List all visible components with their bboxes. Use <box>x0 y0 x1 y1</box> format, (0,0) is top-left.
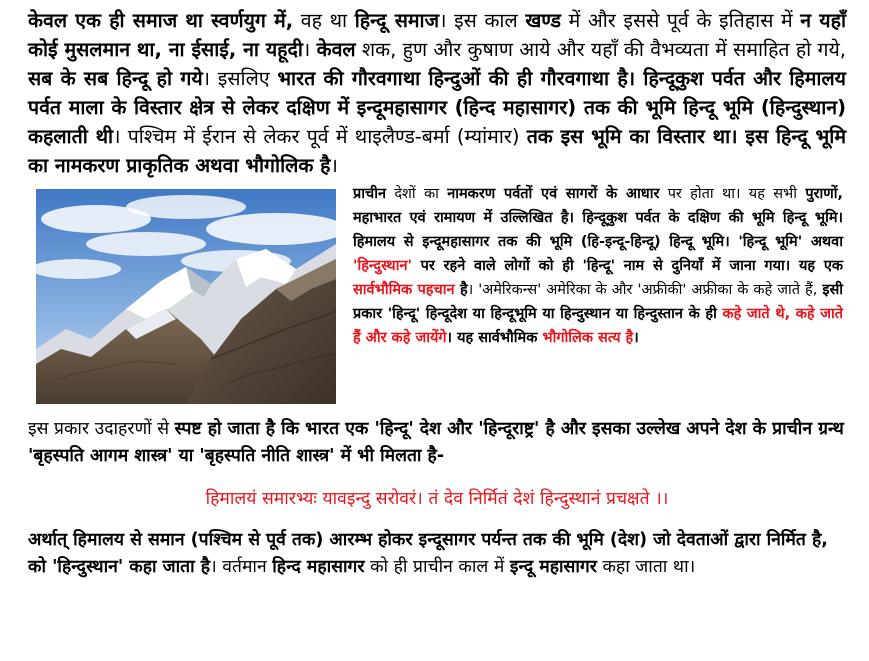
text-span: वह था <box>293 9 355 32</box>
text-span: कहे जाते थे, कहे जाते हैं और कहे जायेंगे <box>353 306 843 346</box>
text-span: भौगोलिक सत्य है <box>542 330 634 346</box>
text-span: कहा जाता था। <box>596 557 696 577</box>
text-span: । इस काल <box>439 9 526 32</box>
text-span: नामकरण पर्वतों एवं सागरों के आधार <box>447 186 660 202</box>
text-span: तक इस भूमि का विस्तार था। इस हिन्दू भूमि का नामकरण प्राकृतिक अथवा भौगोलिक है <box>28 125 846 177</box>
text-span: । 'अमेरिकन्स' अमेरिका के और 'अफ्रीकी' अफ्रीका के कहे जाते हैं, <box>467 282 823 298</box>
text-span: प्राचीन <box>353 186 387 202</box>
himalaya-mountains-photo <box>36 189 336 404</box>
text-span: इन्दू महासागर <box>509 557 597 577</box>
article <box>28 6 846 581</box>
text-span: देशों का <box>386 186 448 202</box>
text-span: । <box>302 38 317 61</box>
text-span: है <box>454 282 468 298</box>
text-span: । वर्तमान <box>210 557 273 577</box>
text-span: हिन्द महासागर <box>272 557 365 577</box>
text-span: खण्ड <box>525 9 561 32</box>
image-text-block <box>28 182 846 404</box>
text-span: । इसलिए <box>202 67 278 90</box>
text-span: न यहाँ कोई मुसलमान था, ना ईसाई, ना यहूदी <box>28 9 847 61</box>
text-span: अर्थात् हिमालय से समान (पश्चिम से पूर्व तक) आरम्भ होकर इन्दूसागर पर्यन्त तक की भूमि (देश) जो देवताओं द्वारा निर्मित है, को 'हिन्दुस्थान' कहा जाता है <box>28 530 828 577</box>
text-span: केवल <box>316 38 356 61</box>
text-span: सार्वभौमिक पहचान <box>353 282 455 298</box>
text-span: शक, हुण और कुषाण आये और यहाँ की वैभव्यता में समाहित हो गये, <box>355 38 846 61</box>
text-span: पुराणों, महाभारत एवं रामायण में उल्लिखित है। हिन्दूकुश पर्वत के दक्षिण की भूमि हिन्दू भूमि। हिमालय से इन्दूमहासागर तक की भूमि (हि-इन्दू-हिन्दू) हिन्दू भूमि। 'हिन्दू भूमि' अथवा <box>353 186 843 250</box>
text-span: हिन्दू समाज <box>354 9 440 32</box>
sanskrit-verse: हिमालयं समारभ्यः यावइन्दु सरोवरं। तं देव निर्मितं देशं हिन्दुस्थानं प्रचक्षते ।। <box>205 489 669 509</box>
text-span: में और इससे पूर्व के इतिहास में <box>560 9 801 32</box>
text-span: भारत की गौरवगाथा हिन्दुओं की ही गौरवगाथा है। हिन्दूकुश पर्वत और हिमालय पर्वत माला के विस्तार क्षेत्र से लेकर दक्षिण में इन्दूमहासागर (हिन्द महासागर) तक की भूमि हिन्दू भूमि (हिन्दुस्थान) कहलाती थी <box>28 67 846 148</box>
text-span: । <box>633 330 639 346</box>
example-paragraph <box>28 416 846 470</box>
meaning-paragraph <box>28 527 846 581</box>
text-span: सब के सब हिन्दू हो गये <box>28 67 203 90</box>
side-paragraph <box>353 182 843 350</box>
text-span: पर होता था। यह सभी <box>659 186 806 202</box>
intro-paragraph <box>28 6 846 180</box>
text-span: को ही प्राचीन काल में <box>364 557 510 577</box>
text-span: 'हिन्दुस्थान' <box>353 258 412 274</box>
text-span: स्पष्ट हो जाता है कि भारत एक 'हिन्दू' देश और 'हिन्दूराष्ट्र' है और इसका उल्लेख अपने देश के प्राचीन ग्रन्थ 'बृहस्पति आगम शास्त्र' या 'बृहस्पति नीति शास्त्र' में भी मिलता है- <box>28 419 844 466</box>
text-span: । यह सार्वभौमिक <box>446 330 543 346</box>
text-span: इस प्रकार उदाहरणों से <box>28 419 175 439</box>
mountain-illustration <box>36 189 336 404</box>
text-span: केवल एक ही समाज था स्वर्णयुग में, <box>28 9 294 32</box>
text-span: इसी प्रकार 'हिन्दू' हिन्दूदेश या हिन्दूभूमि या हिन्दुस्थान या हिन्दुस्तान के ही <box>353 282 844 322</box>
text-span: । <box>330 154 338 177</box>
text-span: । पश्चिम में ईरान से लेकर पूर्व में थाइलैण्ड-बर्मा (म्यांमार) <box>113 125 527 148</box>
text-span: पर रहने वाले लोगों को ही 'हिन्दू' नाम से दुनियाँ में जाना गया। यह एक <box>411 258 843 274</box>
